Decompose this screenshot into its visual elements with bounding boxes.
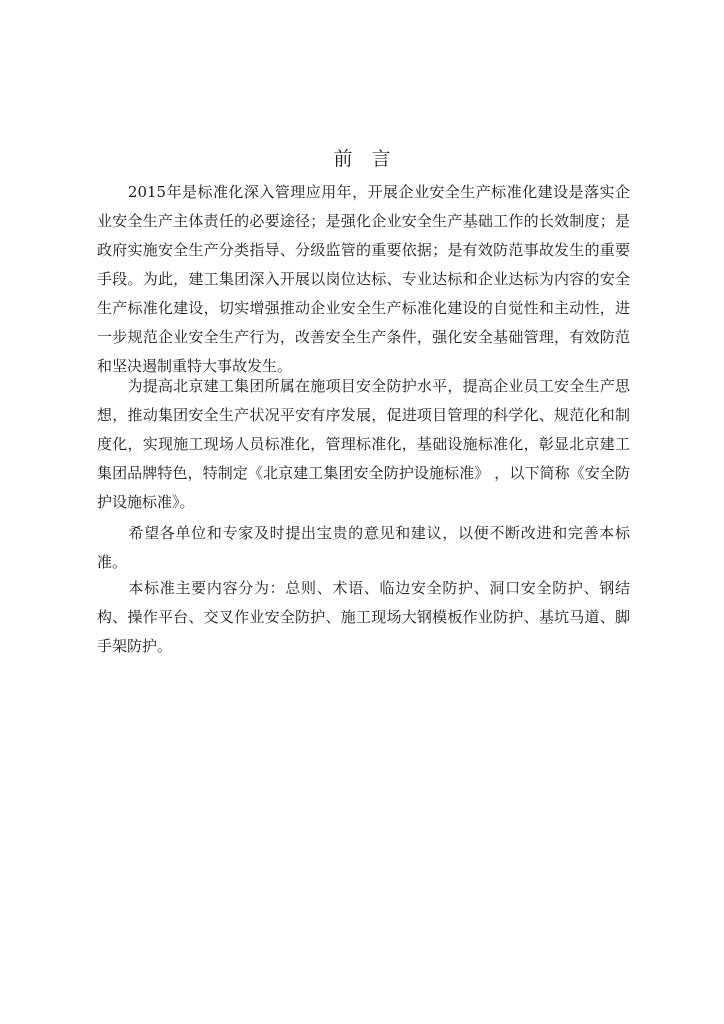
paragraph-contents	[97, 574, 630, 661]
paragraph-text: 2015年是标准化深入管理应用年，开展企业安全生产标准化建设是落实企业安全生产主体责任的必要途径；是强化企业安全生产基础工作的长效制度；是政府实施安全生产分类指导、分级监管的重要依据；是有效防范事故发生的重要手段。为此，建工集团深入开展以岗位达标、专业达标和企业达标为内容的安全生产标准化建设，切实增强推动企业安全生产标准化建设的自觉性和主动性，进一步规范企业安全生产行为，改善安全生产条件，强化安全基础管理，有效防范和坚决遏制重特大事故发生。	[97, 183, 630, 375]
paragraph-text: 本标准主要内容分为：总则、术语、临边安全防护、洞口安全防护、钢结构、操作平台、交叉作业安全防护、施工现场大钢模板作业防护、基坑马道、脚手架防护。	[97, 579, 630, 655]
paragraph-intro	[97, 178, 630, 381]
paragraph-feedback	[97, 519, 630, 577]
page-title: 前 言	[333, 148, 391, 170]
paragraph-text: 为提高北京建工集团所属在施项目安全防护水平，提高企业员工安全生产思想，推动集团安全生产状况平安有序发展，促进项目管理的科学化、规范化和制度化，实现施工现场人员标准化，管理标准化，基础设施标准化，彰显北京建工集团品牌特色，特制定《北京建工集团安全防护设施标准》 ，以下简称《安全防护设施标准》。	[97, 377, 630, 511]
paragraph-text: 希望各单位和专家及时提出宝贵的意见和建议，以便不断改进和完善本标准。	[97, 524, 630, 571]
paragraph-purpose	[97, 372, 630, 517]
